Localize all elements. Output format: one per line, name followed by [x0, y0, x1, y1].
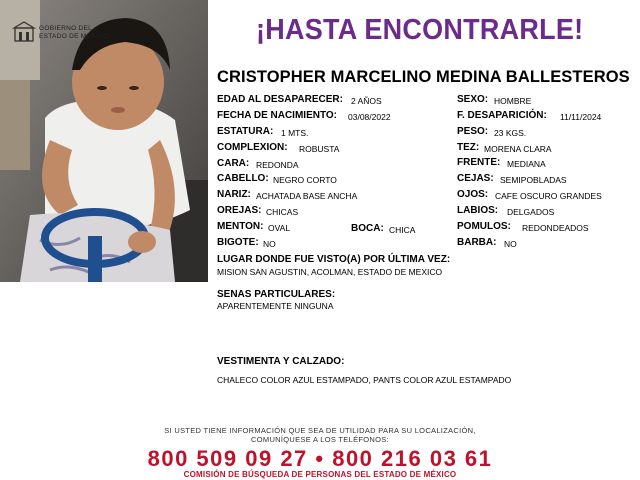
age-value: 2 AÑOS — [351, 96, 382, 106]
lips-value: DELGADOS — [507, 207, 555, 217]
nose-label: NARIZ: — [217, 189, 251, 200]
logo-text-line1: GOBIERNO DEL — [39, 25, 93, 32]
disappearance-date-label: F. DESAPARICIÓN: — [457, 110, 547, 121]
nose-value: ACHATADA BASE ANCHA — [256, 191, 358, 201]
forehead-value: MEDIANA — [507, 159, 546, 169]
last-seen-value: MISION SAN AGUSTIN, ACOLMAN, ESTADO DE MEXICO — [217, 267, 443, 277]
logo-text-line2: ESTADO DE MÉXICO — [39, 33, 109, 40]
birthdate-value: 03/08/2022 — [348, 112, 391, 122]
hair-value: NEGRO CORTO — [273, 175, 337, 185]
mouth-value: CHICA — [389, 225, 416, 235]
complexion-tone-value: MORENA CLARA — [484, 144, 552, 154]
cheekbones-label: POMULOS: — [457, 221, 511, 232]
distinguishing-marks-value: APARENTEMENTE NINGUNA — [217, 301, 334, 311]
eyebrows-label: CEJAS: — [457, 173, 494, 184]
height-label: ESTATURA: — [217, 126, 274, 137]
face-value: REDONDA — [256, 160, 299, 170]
sex-value: HOMBRE — [494, 96, 532, 106]
forehead-label: FRENTE: — [457, 157, 501, 168]
state-emblem-icon — [12, 20, 36, 44]
weight-value: 23 KGS. — [494, 128, 527, 138]
cheekbones-value: REDONDEADOS — [522, 223, 589, 233]
clothing-value: CHALECO COLOR AZUL ESTAMPADO, PANTS COLOR AZUL ESTAMPADO — [217, 375, 512, 385]
ears-value: CHICAS — [266, 207, 299, 217]
complexion-tone-label: TEZ: — [457, 142, 480, 153]
last-seen-label: LUGAR DONDE FUE VISTO(A) POR ÚLTIMA VEZ: — [217, 254, 451, 265]
person-name: CRISTOPHER MARCELINO MEDINA BALLESTEROS — [217, 68, 630, 86]
commission-name: COMISIÓN DE BÚSQUEDA DE PERSONAS DEL ESTADO DE MÉXICO — [183, 470, 457, 479]
footer-info-line2: COMUNÍQUESE A LOS TELÉFONOS: — [251, 435, 389, 444]
distinguishing-marks-label: SENAS PARTICULARES: — [217, 289, 336, 300]
height-value: 1 MTS. — [281, 128, 309, 138]
chin-label: MENTON: — [217, 221, 264, 232]
ears-label: OREJAS: — [217, 205, 262, 216]
sex-label: SEXO: — [457, 94, 489, 105]
footer-info-line1: SI USTED TIENE INFORMACIÓN QUE SEA DE UTILIDAD PARA SU LOCALIZACIÓN, — [164, 426, 476, 435]
age-label: EDAD AL DESAPARECER: — [217, 94, 343, 105]
beard-value: NO — [504, 239, 517, 249]
build-value: ROBUSTA — [299, 144, 340, 154]
face-label: CARA: — [217, 158, 250, 169]
lips-label: LABIOS: — [457, 205, 499, 216]
government-logo — [12, 20, 117, 46]
weight-label: PESO: — [457, 126, 489, 137]
beard-label: BARBA: — [457, 237, 497, 248]
eyebrows-value: SEMIPOBLADAS — [500, 175, 567, 185]
chin-value: OVAL — [268, 223, 291, 233]
disappearance-date-value: 11/11/2024 — [560, 112, 602, 122]
eyes-value: CAFE OSCURO GRANDES — [495, 191, 602, 201]
eyes-label: OJOS: — [457, 189, 489, 200]
headline: ¡HASTA ENCONTRARLE! — [256, 14, 584, 46]
build-label: COMPLEXION: — [217, 142, 288, 153]
contact-phones: 800 509 09 27 • 800 216 03 61 — [147, 446, 493, 471]
mustache-value: NO — [263, 239, 276, 249]
clothing-label: VESTIMENTA Y CALZADO: — [217, 356, 345, 367]
birthdate-label: FECHA DE NACIMIENTO: — [217, 110, 337, 121]
hair-label: CABELLO: — [217, 173, 269, 184]
mustache-label: BIGOTE: — [217, 237, 259, 248]
mouth-label: BOCA: — [351, 223, 384, 234]
